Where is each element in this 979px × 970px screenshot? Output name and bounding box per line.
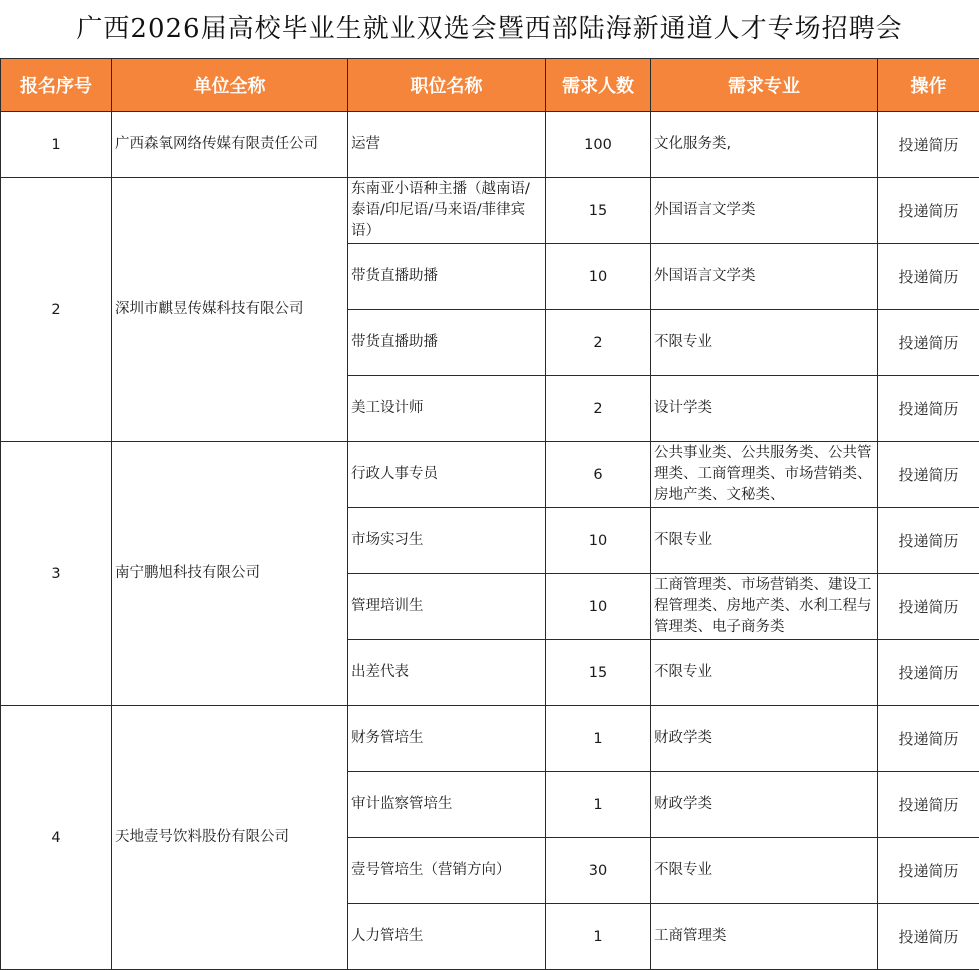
required-major: 不限专业 — [651, 640, 878, 706]
required-major: 财政学类 — [651, 706, 878, 772]
header-company-name: 单位全称 — [112, 59, 348, 112]
required-major: 公共事业类、公共服务类、公共管理类、工商管理类、市场营销类、房地产类、文秘类、 — [651, 442, 878, 508]
headcount: 10 — [546, 508, 651, 574]
table-header-row — [1, 59, 979, 112]
registration-no: 1 — [1, 112, 112, 178]
company-name: 广西森氧网络传媒有限责任公司 — [112, 112, 348, 178]
submit-resume-link[interactable]: 投递简历 — [878, 112, 979, 178]
submit-resume-link[interactable]: 投递简历 — [878, 376, 979, 442]
headcount: 1 — [546, 772, 651, 838]
position-name: 行政人事专员 — [348, 442, 546, 508]
required-major: 设计学类 — [651, 376, 878, 442]
position-name: 带货直播助播 — [348, 244, 546, 310]
required-major: 不限专业 — [651, 508, 878, 574]
position-name: 审计监察管培生 — [348, 772, 546, 838]
registration-no: 3 — [1, 442, 112, 706]
header-registration-no: 报名序号 — [1, 59, 112, 112]
submit-resume-link[interactable]: 投递简历 — [878, 706, 979, 772]
required-major: 不限专业 — [651, 310, 878, 376]
headcount: 1 — [546, 706, 651, 772]
submit-resume-link[interactable]: 投递简历 — [878, 310, 979, 376]
table-row — [1, 178, 979, 244]
required-major: 工商管理类 — [651, 904, 878, 970]
required-major: 外国语言文学类 — [651, 244, 878, 310]
submit-resume-link[interactable]: 投递简历 — [878, 772, 979, 838]
required-major: 不限专业 — [651, 838, 878, 904]
headcount: 15 — [546, 178, 651, 244]
position-name: 管理培训生 — [348, 574, 546, 640]
position-name: 市场实习生 — [348, 508, 546, 574]
position-name: 东南亚小语种主播（越南语/泰语/印尼语/马来语/菲律宾语） — [348, 178, 546, 244]
headcount: 30 — [546, 838, 651, 904]
headcount: 2 — [546, 310, 651, 376]
required-major: 财政学类 — [651, 772, 878, 838]
position-name: 带货直播助播 — [348, 310, 546, 376]
header-required-major: 需求专业 — [651, 59, 878, 112]
table-row — [1, 112, 979, 178]
headcount: 10 — [546, 574, 651, 640]
position-name: 人力管培生 — [348, 904, 546, 970]
headcount: 1 — [546, 904, 651, 970]
submit-resume-link[interactable]: 投递简历 — [878, 178, 979, 244]
table-row — [1, 442, 979, 508]
submit-resume-link[interactable]: 投递简历 — [878, 904, 979, 970]
page-title: 广西2026届高校毕业生就业双选会暨西部陆海新通道人才专场招聘会 — [0, 0, 979, 58]
company-name: 天地壹号饮料股份有限公司 — [112, 706, 348, 970]
submit-resume-link[interactable]: 投递简历 — [878, 244, 979, 310]
header-headcount: 需求人数 — [546, 59, 651, 112]
registration-no: 2 — [1, 178, 112, 442]
registration-no: 4 — [1, 706, 112, 970]
headcount: 6 — [546, 442, 651, 508]
position-name: 出差代表 — [348, 640, 546, 706]
headcount: 100 — [546, 112, 651, 178]
submit-resume-link[interactable]: 投递简历 — [878, 508, 979, 574]
headcount: 15 — [546, 640, 651, 706]
submit-resume-link[interactable]: 投递简历 — [878, 442, 979, 508]
position-name: 壹号管培生（营销方向） — [348, 838, 546, 904]
position-name: 运营 — [348, 112, 546, 178]
submit-resume-link[interactable]: 投递简历 — [878, 574, 979, 640]
required-major: 外国语言文学类 — [651, 178, 878, 244]
table-row — [1, 706, 979, 772]
headcount: 10 — [546, 244, 651, 310]
job-table — [0, 58, 979, 970]
submit-resume-link[interactable]: 投递简历 — [878, 838, 979, 904]
submit-resume-link[interactable]: 投递简历 — [878, 640, 979, 706]
position-name: 财务管培生 — [348, 706, 546, 772]
header-action: 操作 — [878, 59, 979, 112]
required-major: 文化服务类, — [651, 112, 878, 178]
position-name: 美工设计师 — [348, 376, 546, 442]
company-name: 深圳市麒昱传媒科技有限公司 — [112, 178, 348, 442]
headcount: 2 — [546, 376, 651, 442]
header-position-name: 职位名称 — [348, 59, 546, 112]
required-major: 工商管理类、市场营销类、建设工程管理类、房地产类、水利工程与管理类、电子商务类 — [651, 574, 878, 640]
company-name: 南宁鹏旭科技有限公司 — [112, 442, 348, 706]
